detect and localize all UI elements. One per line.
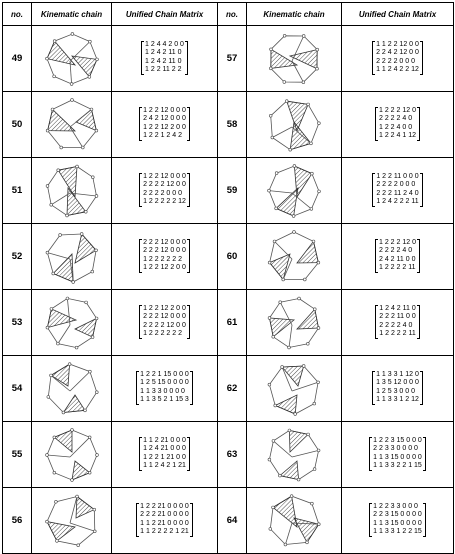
chain-number: 52 [3, 224, 32, 290]
unified-chain-matrix-cell [112, 92, 218, 158]
matrix-row: 1 2 4 2 2 2 11 [376, 198, 419, 206]
unified-chain-matrix [372, 173, 422, 207]
kinematic-chain-cell [247, 488, 342, 554]
matrix-row: 2 2 3 15 0 0 0 0 [373, 511, 422, 519]
matrix-row: 2 2 2 2 12 0 0 [143, 321, 186, 329]
kinematic-chain-cell [32, 356, 112, 422]
unified-chain-matrix-cell [112, 26, 218, 92]
unified-chain-matrix-cell [112, 356, 218, 422]
kinematic-chain-cell [247, 290, 342, 356]
chain-number: 55 [3, 422, 32, 488]
matrix-row: 1 2 2 1 21 0 0 [143, 453, 186, 461]
kinematic-chain-cell [247, 224, 342, 290]
chain-number: 58 [218, 92, 247, 158]
unified-chain-matrix [139, 173, 190, 207]
kinematic-chain-diagram-icon [32, 30, 111, 88]
matrix-row: 1 1 3 5 2 1 15 3 [140, 396, 189, 404]
matrix-row: 1 2 2 12 2 0 0 [143, 304, 186, 312]
table-row [3, 422, 454, 488]
matrix-row: 2 2 2 12 0 0 0 [143, 313, 186, 321]
chain-number: 56 [3, 488, 32, 554]
kinematic-chain-cell [247, 356, 342, 422]
matrix-row: 1 2 2 4 0 0 [379, 123, 413, 131]
unified-chain-matrix [375, 107, 420, 141]
matrix-row: 1 1 3 3 2 2 1 15 [373, 462, 422, 470]
matrix-row: 1 2 4 4 2 0 0 [145, 40, 184, 48]
table-row [3, 356, 454, 422]
unified-chain-matrix-cell [342, 92, 454, 158]
matrix-row: 1 1 3 3 1 2 12 [376, 396, 419, 404]
matrix-row: 2 2 2 2 4 0 [379, 247, 413, 255]
matrix-row: 2 2 2 2 0 0 0 [143, 189, 182, 197]
chain-number: 50 [3, 92, 32, 158]
matrix-row: 2 2 2 2 4 0 [379, 115, 413, 123]
matrix-row: 1 1 2 2 2 2 1 21 [140, 528, 189, 536]
matrix-row: 1 1 3 15 0 0 0 0 [373, 453, 422, 461]
kinematic-chain-diagram-icon [32, 426, 111, 484]
unified-chain-matrix [136, 503, 193, 537]
kinematic-chain-cell [32, 92, 112, 158]
kinematic-chain-cell [32, 422, 112, 488]
kinematic-chain-diagram-icon [247, 96, 341, 154]
unified-chain-matrix-cell [342, 26, 454, 92]
unified-chain-matrix [136, 371, 193, 405]
table-row [3, 488, 454, 554]
kinematic-chain-diagram-icon [247, 426, 341, 484]
chain-number: 63 [218, 422, 247, 488]
matrix-row: 2 2 2 12 0 0 0 [143, 238, 186, 246]
chain-number: 64 [218, 488, 247, 554]
kinematic-chain-diagram-icon [32, 228, 111, 286]
matrix-row: 1 2 5 15 0 0 0 0 [140, 379, 189, 387]
kinematic-chain-diagram-icon [32, 360, 111, 418]
matrix-row: 2 4 2 11 0 0 [379, 255, 416, 263]
header-no-left: no. [3, 3, 32, 26]
kinematic-chain-diagram-icon [32, 294, 111, 352]
chain-number: 60 [218, 224, 247, 290]
matrix-row: 1 2 2 2 2 2 2 [143, 255, 182, 263]
kinematic-chain-table [2, 2, 454, 554]
matrix-row: 2 2 4 2 12 0 0 [376, 49, 419, 57]
header-unified-chain-matrix-left: Unified Chain Matrix [112, 3, 218, 26]
matrix-row: 1 2 4 21 0 0 0 [143, 445, 186, 453]
table-row [3, 26, 454, 92]
header-no-right: no. [218, 3, 247, 26]
unified-chain-matrix-cell [342, 224, 454, 290]
chain-number: 57 [218, 26, 247, 92]
matrix-row: 1 2 2 4 1 12 [379, 132, 416, 140]
unified-chain-matrix [372, 371, 423, 405]
matrix-row: 1 1 2 4 2 2 12 [376, 66, 419, 74]
matrix-row: 1 1 3 15 0 0 0 0 [373, 519, 422, 527]
chain-number: 61 [218, 290, 247, 356]
matrix-row: 1 1 2 4 2 1 21 [143, 462, 186, 470]
matrix-row: 1 1 2 2 12 0 0 [376, 40, 419, 48]
matrix-row: 1 1 3 3 1 2 2 15 [373, 528, 422, 536]
matrix-row: 2 2 2 21 0 0 0 0 [140, 511, 189, 519]
matrix-row: 1 2 2 2 12 0 [379, 238, 416, 246]
matrix-row: 1 2 2 2 2 2 2 [143, 330, 182, 338]
kinematic-chain-cell [32, 158, 112, 224]
unified-chain-matrix-cell [342, 488, 454, 554]
kinematic-chain-cell [247, 422, 342, 488]
matrix-row: 1 2 2 1 2 4 2 [143, 132, 182, 140]
unified-chain-matrix-cell [112, 488, 218, 554]
unified-chain-matrix-cell [112, 422, 218, 488]
chain-number: 54 [3, 356, 32, 422]
kinematic-chain-diagram-icon [32, 492, 111, 550]
chain-number: 51 [3, 158, 32, 224]
matrix-row: 1 1 2 21 0 0 0 [143, 436, 186, 444]
matrix-row: 2 4 2 12 0 0 0 [143, 115, 186, 123]
unified-chain-matrix-cell [342, 158, 454, 224]
matrix-row: 1 2 2 3 3 0 0 0 [373, 502, 418, 510]
kinematic-chain-diagram-icon [247, 492, 341, 550]
matrix-row: 1 2 2 12 2 0 0 [143, 123, 186, 131]
unified-chain-matrix-cell [342, 290, 454, 356]
kinematic-chain-diagram-icon [247, 360, 341, 418]
unified-chain-matrix [139, 239, 190, 273]
unified-chain-matrix-cell [112, 158, 218, 224]
matrix-row: 2 2 3 3 0 0 0 0 [373, 445, 418, 453]
kinematic-chain-diagram-icon [247, 294, 341, 352]
table-row [3, 158, 454, 224]
unified-chain-matrix [139, 305, 190, 339]
matrix-row: 1 1 3 3 1 12 0 [376, 370, 419, 378]
matrix-row: 1 2 4 2 11 0 [145, 49, 182, 57]
unified-chain-matrix [139, 107, 190, 141]
table-row [3, 224, 454, 290]
matrix-row: 2 2 2 12 0 0 0 [143, 247, 186, 255]
chain-number: 62 [218, 356, 247, 422]
kinematic-chain-diagram-icon [247, 228, 341, 286]
unified-chain-matrix [369, 503, 426, 537]
matrix-row: 1 2 2 12 0 0 0 [143, 172, 186, 180]
table-row [3, 290, 454, 356]
matrix-row: 2 2 2 2 0 0 0 [376, 57, 415, 65]
matrix-row: 1 2 2 12 0 0 0 [143, 106, 186, 114]
kinematic-chain-cell [32, 224, 112, 290]
matrix-row: 2 2 2 2 4 0 [379, 321, 413, 329]
matrix-row: 1 2 2 2 2 11 [379, 330, 416, 338]
matrix-row: 2 2 2 2 12 0 0 [143, 181, 186, 189]
unified-chain-matrix-cell [112, 224, 218, 290]
unified-chain-matrix [375, 239, 420, 273]
chain-number: 49 [3, 26, 32, 92]
unified-chain-matrix [372, 41, 423, 75]
unified-chain-matrix-cell [342, 422, 454, 488]
table-row [3, 92, 454, 158]
kinematic-chain-cell [247, 26, 342, 92]
kinematic-chain-diagram-icon [247, 30, 341, 88]
unified-chain-matrix [139, 437, 190, 471]
chain-number: 59 [218, 158, 247, 224]
kinematic-chain-diagram-icon [32, 96, 111, 154]
matrix-row: 1 2 4 2 11 0 [379, 304, 416, 312]
matrix-row: 1 1 2 21 0 0 0 0 [140, 519, 189, 527]
matrix-row: 2 2 2 11 0 0 [379, 313, 416, 321]
matrix-row: 1 1 3 3 0 0 0 0 [140, 387, 185, 395]
matrix-row: 1 2 5 3 0 0 0 [376, 387, 415, 395]
unified-chain-matrix-cell [342, 356, 454, 422]
matrix-row: 1 3 5 12 0 0 0 [376, 379, 419, 387]
header-kinematic-chain-right: Kinematic chain [247, 3, 342, 26]
matrix-row: 1 2 2 11 0 0 0 [376, 172, 419, 180]
kinematic-chain-cell [247, 92, 342, 158]
kinematic-chain-cell [32, 290, 112, 356]
matrix-row: 2 2 2 11 2 4 0 [376, 189, 419, 197]
kinematic-chain-cell [32, 488, 112, 554]
kinematic-chain-diagram-icon [247, 162, 341, 220]
matrix-row: 1 2 2 2 2 11 [379, 264, 416, 272]
matrix-row: 1 2 2 21 0 0 0 0 [140, 502, 189, 510]
matrix-row: 2 2 2 2 0 0 0 [376, 181, 416, 189]
matrix-row: 1 2 2 11 2 2 [145, 66, 182, 74]
matrix-row: 1 2 2 2 12 0 [379, 106, 416, 114]
matrix-row: 1 2 2 2 2 2 12 [143, 198, 186, 206]
unified-chain-matrix [141, 41, 188, 75]
matrix-row: 1 2 2 12 2 0 0 [143, 264, 186, 272]
matrix-row: 1 2 2 3 15 0 0 0 [373, 436, 422, 444]
table-header-row [3, 3, 454, 26]
header-unified-chain-matrix-right: Unified Chain Matrix [342, 3, 454, 26]
chain-number: 53 [3, 290, 32, 356]
kinematic-chain-cell [247, 158, 342, 224]
unified-chain-matrix [375, 305, 419, 339]
kinematic-chain-diagram-icon [32, 162, 111, 220]
unified-chain-matrix-cell [112, 290, 218, 356]
kinematic-chain-cell [32, 26, 112, 92]
matrix-row: 1 2 2 1 15 0 0 0 [140, 370, 189, 378]
matrix-row: 1 2 4 2 11 0 [145, 57, 182, 65]
unified-chain-matrix [369, 437, 426, 471]
header-kinematic-chain-left: Kinematic chain [32, 3, 112, 26]
